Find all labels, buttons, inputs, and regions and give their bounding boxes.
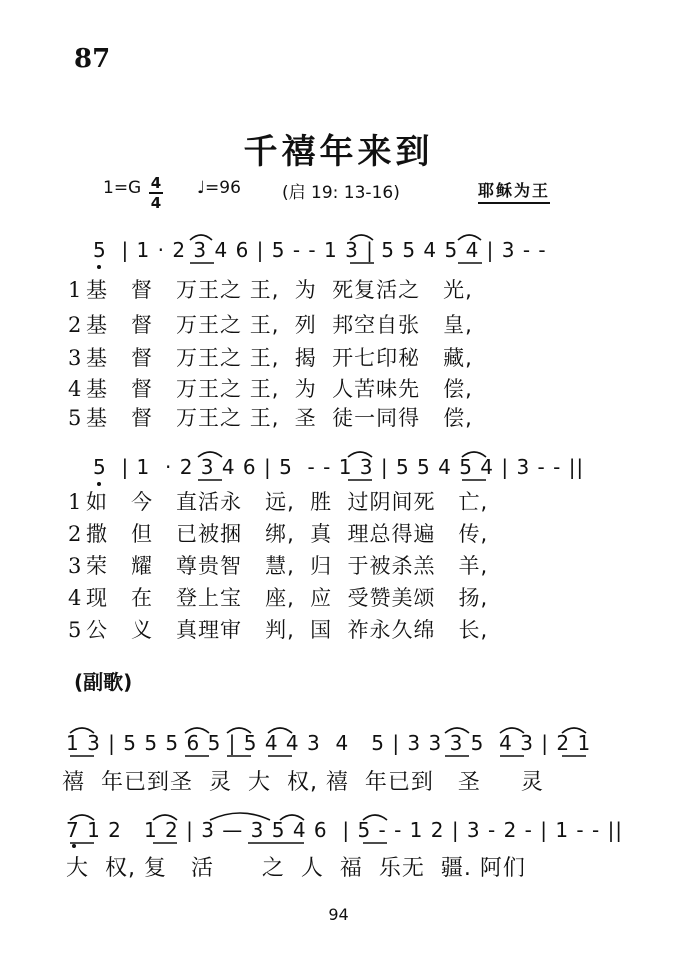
slur: [350, 235, 373, 240]
slur: [190, 235, 212, 240]
verse-number: 4: [68, 586, 83, 610]
verse-number: 2: [68, 313, 83, 337]
octave-dots: [72, 265, 101, 848]
slur: [70, 728, 94, 733]
slur: [70, 815, 94, 820]
verse-text: 荣 耀 尊贵智 慧, 归 于被杀羔 羊,: [86, 554, 489, 578]
notation-line-4: 7 1 2 1 2 | 3 — 3 5 4 6 | 5 - - 1 2 | 3 - 2 - | 1 - - ||: [66, 818, 624, 842]
slur: [153, 815, 177, 820]
hymn-number: 87: [74, 44, 111, 74]
notation-line-2: 5 | 1 · 2 3 4 6 | 5 - - 1 3 | 5 5 4 5 4 | 3 - - ||: [93, 455, 585, 479]
slur: [348, 452, 372, 457]
verse-number: 4: [68, 377, 83, 401]
underline-marks: [70, 263, 586, 843]
time-signature-bottom: 4: [150, 194, 162, 212]
slur: [562, 728, 586, 733]
hymn-title: 千禧年来到: [243, 132, 434, 172]
verse-text: 基 督 万王之 王, 为 人苦味先 偿,: [86, 377, 473, 401]
slur-marks: [70, 235, 586, 820]
verse-text: 公 义 真理审 判, 国 祚永久绵 长,: [86, 618, 489, 642]
low-octave-dot: [72, 844, 76, 848]
chorus-label: (副歌): [74, 670, 133, 694]
slur: [185, 728, 209, 733]
slur: [198, 452, 222, 457]
verse-number: 3: [68, 554, 83, 578]
low-octave-dot: [97, 265, 101, 269]
verse-text: 基 督 万王之 王, 圣 徒一同得 偿,: [86, 406, 473, 430]
verse-number: 3: [68, 346, 83, 370]
notation-line-3: 1 3 | 5 5 5 6 5 | 5 4 4 3 4 5 | 3 3 3 5 4 3 | 2 1: [66, 731, 592, 755]
slur: [445, 728, 469, 733]
low-octave-dot: [97, 482, 101, 486]
key-signature: 1=G: [103, 178, 142, 198]
verse-number: 5: [68, 618, 83, 642]
slur: [280, 815, 304, 820]
verse-text: 基 督 万王之 王, 列 邦空自张 皇,: [86, 313, 473, 337]
tempo-marking: ♩=96: [197, 178, 241, 198]
subtitle: 耶稣为王: [478, 178, 550, 204]
verse-text: 基 督 万王之 王, 为 死复活之 光,: [86, 278, 473, 302]
slur: [363, 815, 387, 820]
scripture-reference: (启 19: 13-16): [282, 183, 400, 203]
slur: [268, 728, 292, 733]
slur: [227, 728, 251, 733]
slur: [500, 728, 524, 733]
verse-text: 现 在 登上宝 座, 应 受赞美颂 扬,: [86, 586, 489, 610]
verse-text: 撒 但 已被捆 绑, 真 理总得遍 传,: [86, 522, 489, 546]
notation-line-1: 5 | 1 · 2 3 4 6 | 5 - - 1 3 | 5 5 4 5 4 | 3 - -: [93, 238, 547, 262]
time-signature-top: 4: [150, 174, 162, 192]
verse-text: 如 今 直活永 远, 胜 过阴间死 亡,: [86, 490, 489, 514]
verse-number: 1: [68, 278, 83, 302]
chorus-lyric-2: 大 权, 复 活 之 人 福 乐无 疆. 阿们: [66, 856, 526, 881]
chorus-lyric-1: 禧 年已到圣 灵 大 权, 禧 年已到 圣 灵: [62, 770, 544, 795]
verse-text: 基 督 万王之 王, 揭 开七印秘 藏,: [86, 346, 473, 370]
page-number: 94: [328, 905, 349, 924]
slur: [462, 452, 486, 457]
verse-number: 5: [68, 406, 83, 430]
verse-number: 2: [68, 522, 83, 546]
verse-number: 1: [68, 490, 83, 514]
slur: [458, 235, 481, 240]
slur: [210, 813, 270, 820]
